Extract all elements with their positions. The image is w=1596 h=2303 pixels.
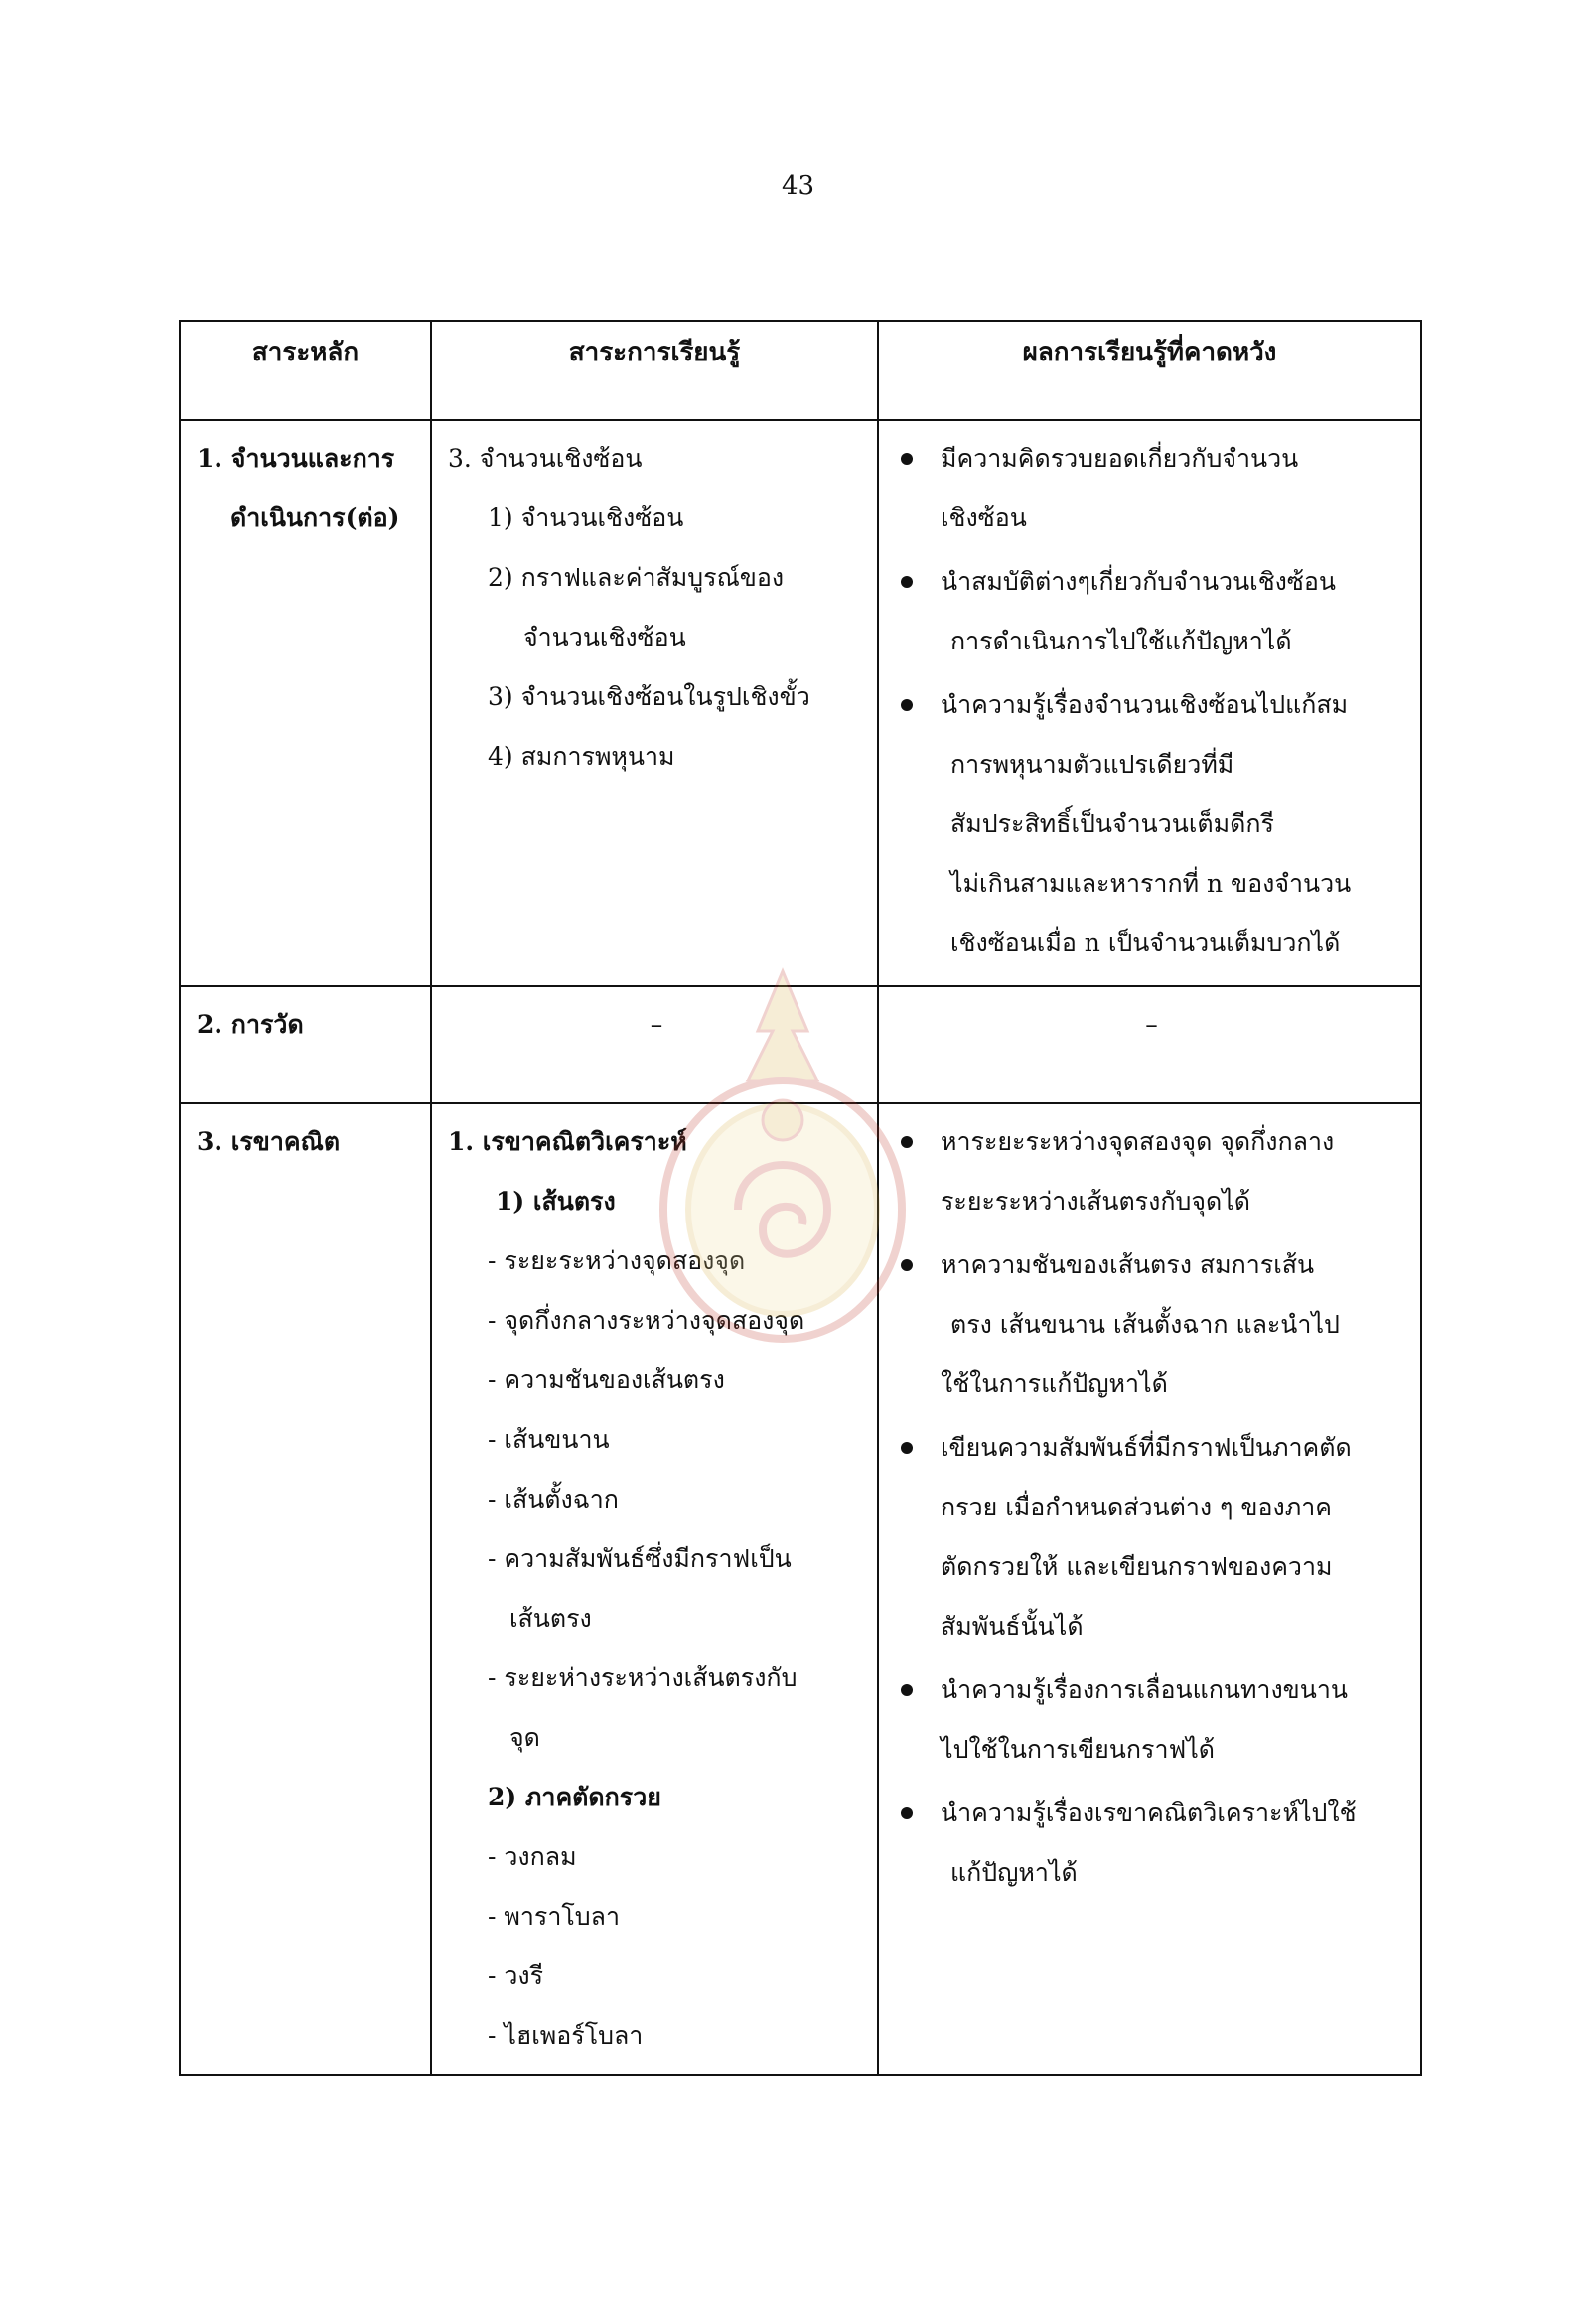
outcome-item	[895, 1235, 1408, 1414]
main-topic-line: 2. การวัด	[197, 1010, 304, 1039]
empty-dash: –	[1145, 1010, 1158, 1039]
outcome-item	[895, 552, 1408, 671]
outcome-line: ตัดกรวยให้ และเขียนกราฟของความ	[941, 1552, 1333, 1581]
content-line: 1. เรขาคณิตวิเคราะห์	[448, 1127, 687, 1156]
table-header-row	[180, 321, 1421, 420]
outcome-line: มีความคิดรวบยอดเกี่ยวกับจำนวน	[941, 444, 1299, 473]
curriculum-table	[179, 320, 1422, 2076]
content-line: 3. จำนวนเชิงซ้อน	[448, 444, 643, 473]
empty-dash: –	[650, 1010, 663, 1039]
main-topic-cell	[180, 1103, 431, 2075]
content-line: - วงรี	[488, 1961, 544, 1990]
header-learning-content: สาระการเรียนรู้	[431, 321, 878, 420]
content-line: - พาราโบลา	[488, 1902, 621, 1931]
bullet-icon	[901, 1442, 913, 1454]
content-line: - ระยะห่างระหว่างเส้นตรงกับ	[488, 1663, 798, 1692]
outcome-line: ไปใช้ในการเขียนกราฟได้	[941, 1735, 1216, 1764]
content-line: - วงกลม	[488, 1842, 577, 1871]
learning-content-cell	[431, 986, 878, 1103]
outcomes-list	[895, 1112, 1408, 1903]
outcome-line: สัมประสิทธิ์เป็นจำนวนเต็มดีกรี	[950, 809, 1274, 838]
content-line: 1) เส้นตรง	[496, 1187, 616, 1216]
main-topic-cell	[180, 986, 431, 1103]
outcome-line: เชิงซ้อน	[941, 504, 1027, 532]
outcome-item	[895, 429, 1408, 548]
outcome-item	[895, 675, 1408, 973]
header-main-topic: สาระหลัก	[180, 321, 431, 420]
content-line: 4) สมการพหุนาม	[488, 742, 675, 771]
content-line: - ระยะระหว่างจุดสองจุด	[488, 1246, 746, 1275]
bullet-icon	[901, 453, 913, 465]
outcome-line: แก้ปัญหาได้	[950, 1858, 1078, 1887]
content-line: จุด	[509, 1723, 540, 1752]
learning-content-cell	[431, 1103, 878, 2075]
bullet-icon	[901, 699, 913, 711]
outcome-item	[895, 1112, 1408, 1231]
main-topic-line: 3. เรขาคณิต	[197, 1127, 341, 1156]
outcome-item	[895, 1418, 1408, 1656]
expected-outcomes-cell	[878, 1103, 1421, 2075]
content-line: 2) กราฟและค่าสัมบูรณ์ของ	[488, 563, 785, 592]
outcome-line: เขียนความสัมพันธ์ที่มีกราฟเป็นภาคตัด	[941, 1433, 1352, 1462]
content-line: - เส้นขนาน	[488, 1425, 610, 1454]
table-row	[180, 986, 1421, 1103]
outcome-line: ไม่เกินสามและหารากที่ n ของจำนวน	[950, 869, 1352, 898]
outcome-line: หาความชันของเส้นตรง สมการเส้น	[941, 1250, 1315, 1279]
page-number: 43	[781, 171, 815, 201]
content-line: จำนวนเชิงซ้อน	[523, 623, 686, 651]
outcome-line: นำสมบัติต่างๆเกี่ยวกับจำนวนเชิงซ้อน	[941, 567, 1336, 596]
content-line: 3) จำนวนเชิงซ้อนในรูปเชิงขั้ว	[488, 682, 810, 711]
bullet-icon	[901, 1807, 913, 1819]
content-line: - จุดกึ่งกลางระหว่างจุดสองจุด	[488, 1306, 805, 1335]
content-line: - ความชันของเส้นตรง	[488, 1366, 725, 1394]
outcome-line: หาระยะระหว่างจุดสองจุด จุดกึ่งกลาง	[941, 1127, 1335, 1156]
learning-content-cell	[431, 420, 878, 986]
bullet-icon	[901, 1259, 913, 1271]
outcome-line: การดำเนินการไปใช้แก้ปัญหาได้	[950, 627, 1292, 655]
outcome-line: นำความรู้เรื่องเรขาคณิตวิเคราะห์ไปใช้	[941, 1799, 1357, 1827]
table-row	[180, 420, 1421, 986]
content-line: - เส้นตั้งฉาก	[488, 1485, 619, 1513]
content-line: - ความสัมพันธ์ซึ่งมีกราฟเป็น	[488, 1544, 792, 1573]
outcome-line: กรวย เมื่อกำหนดส่วนต่าง ๆ ของภาค	[941, 1493, 1332, 1521]
outcomes-list	[895, 429, 1408, 973]
content-line: เส้นตรง	[509, 1604, 592, 1633]
content-line: - ไฮเพอร์โบลา	[488, 2021, 644, 2050]
outcome-line: เชิงซ้อนเมื่อ n เป็นจำนวนเต็มบวกได้	[950, 929, 1341, 957]
table-row	[180, 1103, 1421, 2075]
outcome-line: ระยะระหว่างเส้นตรงกับจุดได้	[941, 1187, 1251, 1216]
expected-outcomes-cell	[878, 420, 1421, 986]
bullet-icon	[901, 576, 913, 588]
content-line: 2) ภาคตัดกรวย	[488, 1783, 661, 1811]
outcome-line: ตรง เส้นขนาน เส้นตั้งฉาก และนำไป	[950, 1310, 1340, 1339]
outcome-line: การพหุนามตัวแปรเดียวที่มี	[950, 750, 1234, 779]
main-topic-line: ดำเนินการ(ต่อ)	[230, 504, 400, 532]
outcome-line: นำความรู้เรื่องการเลื่อนแกนทางขนาน	[941, 1675, 1348, 1704]
main-topic-line: 1. จำนวนและการ	[197, 444, 395, 473]
outcome-line: สัมพันธ์นั้นได้	[941, 1612, 1084, 1641]
header-expected-outcomes: ผลการเรียนรู้ที่คาดหวัง	[878, 321, 1421, 420]
content-line: 1) จำนวนเชิงซ้อน	[488, 504, 684, 532]
outcome-line: นำความรู้เรื่องจำนวนเชิงซ้อนไปแก้สม	[941, 690, 1349, 719]
bullet-icon	[901, 1684, 913, 1696]
outcome-line: ใช้ในการแก้ปัญหาได้	[941, 1369, 1168, 1398]
main-topic-cell	[180, 420, 431, 986]
expected-outcomes-cell	[878, 986, 1421, 1103]
outcome-item	[895, 1784, 1408, 1903]
bullet-icon	[901, 1136, 913, 1148]
outcome-item	[895, 1660, 1408, 1780]
